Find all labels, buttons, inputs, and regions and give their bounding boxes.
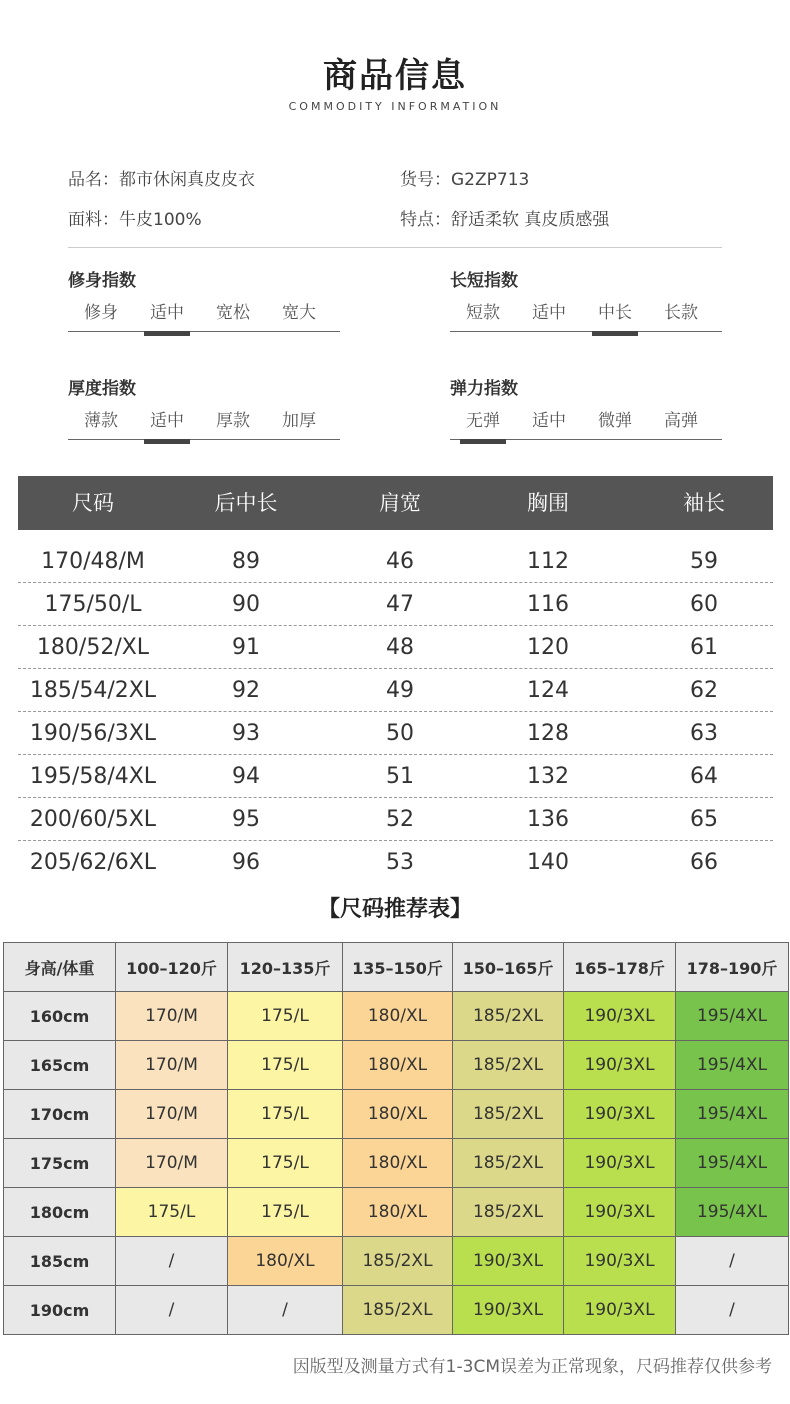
size-cell: 170/48/M [41, 549, 145, 574]
index-options [450, 408, 722, 440]
index-option: 宽大 [282, 303, 316, 323]
recommend-cell: 180/XL [343, 1188, 453, 1237]
size-cell: 59 [690, 549, 718, 574]
recommend-weight-header: 120–135斤 [228, 943, 343, 992]
size-row [18, 583, 773, 626]
size-cell: 93 [232, 721, 260, 746]
size-cell: 60 [690, 592, 718, 617]
info-divider [68, 247, 722, 248]
index-option: 加厚 [282, 411, 316, 431]
size-row [18, 841, 773, 884]
recommend-height-header: 160cm [4, 992, 116, 1041]
size-cell: 51 [386, 764, 414, 789]
index-option: 宽松 [216, 303, 250, 323]
recommend-cell: 175/L [228, 1090, 343, 1139]
info-features: 特点：舒适柔软 真皮质感强 [400, 210, 610, 230]
recommend-cell: 190/3XL [453, 1237, 564, 1286]
index-option: 短款 [466, 303, 500, 323]
recommend-row [4, 992, 789, 1041]
index-options [450, 300, 722, 332]
recommend-row [4, 1188, 789, 1237]
size-row [18, 798, 773, 841]
size-cell: 65 [690, 807, 718, 832]
info-item-no: 货号：G2ZP713 [400, 170, 530, 190]
size-cell: 95 [232, 807, 260, 832]
recommend-cell: 175/L [228, 992, 343, 1041]
size-cell: 195/58/4XL [29, 764, 157, 789]
recommend-cell: 180/XL [343, 1139, 453, 1188]
index-option: 薄款 [84, 411, 118, 431]
index-option: 无弹 [450, 408, 516, 439]
size-cell: 124 [527, 678, 569, 703]
recommend-cell: / [116, 1286, 228, 1335]
size-cell: 200/60/5XL [29, 807, 157, 832]
size-cell: 175/50/L [44, 592, 142, 617]
recommend-row [4, 1237, 789, 1286]
recommend-cell: 190/3XL [564, 1139, 676, 1188]
size-cell: 128 [527, 721, 569, 746]
index-block [450, 266, 722, 332]
recommend-cell: 180/XL [343, 992, 453, 1041]
recommend-cell: 190/3XL [564, 1237, 676, 1286]
recommend-cell: 195/4XL [676, 992, 789, 1041]
recommend-cell: 190/3XL [564, 1188, 676, 1237]
recommend-row [4, 1286, 789, 1335]
size-table-body [18, 540, 773, 884]
recommend-cell: 195/4XL [676, 1139, 789, 1188]
recommend-height-header: 180cm [4, 1188, 116, 1237]
recommend-weight-header: 135–150斤 [343, 943, 453, 992]
recommend-cell: 175/L [116, 1188, 228, 1237]
size-cell: 136 [527, 807, 569, 832]
recommend-header-row [4, 943, 789, 992]
page-subtitle: COMMODITY INFORMATION [288, 100, 502, 113]
size-row [18, 540, 773, 583]
recommend-cell: 195/4XL [676, 1090, 789, 1139]
size-cell: 132 [527, 764, 569, 789]
info-name: 品名：都市休闲真皮皮衣 [68, 170, 255, 190]
recommend-cell: 185/2XL [343, 1286, 453, 1335]
index-option: 修身 [84, 303, 118, 323]
recommend-cell: / [228, 1286, 343, 1335]
size-cell: 64 [690, 764, 718, 789]
size-cell: 48 [386, 635, 414, 660]
size-header-cell: 袖长 [683, 491, 725, 515]
size-row [18, 626, 773, 669]
recommend-cell: 180/XL [228, 1237, 343, 1286]
recommend-cell: 195/4XL [676, 1041, 789, 1090]
size-row [18, 669, 773, 712]
size-cell: 180/52/XL [36, 635, 150, 660]
recommend-height-header: 185cm [4, 1237, 116, 1286]
recommend-cell: 190/3XL [564, 1090, 676, 1139]
index-block [450, 374, 722, 440]
size-cell: 140 [527, 850, 569, 875]
page-title: 商品信息 [323, 56, 467, 96]
recommend-corner-cell: 身高/体重 [4, 943, 116, 992]
recommend-cell: 180/XL [343, 1041, 453, 1090]
recommend-cell: / [676, 1237, 789, 1286]
index-option: 高弹 [664, 411, 698, 431]
recommend-cell: 175/L [228, 1188, 343, 1237]
recommend-title: 【尺码推荐表】 [317, 897, 472, 922]
info-material: 面料：牛皮100% [68, 210, 202, 230]
size-row [18, 755, 773, 798]
index-title: 长短指数 [450, 271, 518, 291]
size-cell: 120 [527, 635, 569, 660]
recommend-cell: 190/3XL [564, 1041, 676, 1090]
size-cell: 90 [232, 592, 260, 617]
recommend-cell: 175/L [228, 1041, 343, 1090]
size-cell: 96 [232, 850, 260, 875]
recommend-cell: 180/XL [343, 1090, 453, 1139]
index-title: 弹力指数 [450, 379, 518, 399]
size-header-cell: 肩宽 [379, 491, 421, 515]
size-cell: 94 [232, 764, 260, 789]
size-cell: 89 [232, 549, 260, 574]
recommend-height-header: 170cm [4, 1090, 116, 1139]
size-cell: 92 [232, 678, 260, 703]
size-cell: 47 [386, 592, 414, 617]
recommend-cell: / [116, 1237, 228, 1286]
index-option: 适中 [134, 300, 200, 331]
recommend-cell: 190/3XL [564, 992, 676, 1041]
recommend-cell: 170/M [116, 1041, 228, 1090]
recommend-cell: 185/2XL [453, 1188, 564, 1237]
index-option: 适中 [532, 411, 566, 431]
size-cell: 62 [690, 678, 718, 703]
size-table-header [18, 476, 773, 530]
recommend-height-header: 175cm [4, 1139, 116, 1188]
index-option: 微弹 [598, 411, 632, 431]
recommend-cell: 190/3XL [453, 1286, 564, 1335]
size-cell: 205/62/6XL [29, 850, 157, 875]
size-cell: 91 [232, 635, 260, 660]
recommend-height-header: 190cm [4, 1286, 116, 1335]
size-cell: 185/54/2XL [29, 678, 157, 703]
size-cell: 63 [690, 721, 718, 746]
index-option: 中长 [582, 300, 648, 331]
size-header-cell: 尺码 [72, 491, 114, 515]
size-cell: 116 [527, 592, 569, 617]
recommend-cell: 170/M [116, 1090, 228, 1139]
size-cell: 66 [690, 850, 718, 875]
recommend-row [4, 1041, 789, 1090]
recommend-row [4, 1090, 789, 1139]
recommend-height-header: 165cm [4, 1041, 116, 1090]
recommend-cell: 185/2XL [453, 992, 564, 1041]
size-cell: 53 [386, 850, 414, 875]
index-title: 厚度指数 [68, 379, 136, 399]
recommend-cell: 170/M [116, 992, 228, 1041]
recommend-cell: 185/2XL [343, 1237, 453, 1286]
size-cell: 112 [527, 549, 569, 574]
size-cell: 46 [386, 549, 414, 574]
recommend-cell: 175/L [228, 1139, 343, 1188]
size-cell: 49 [386, 678, 414, 703]
size-header-cell: 后中长 [214, 491, 278, 515]
recommend-cell: 185/2XL [453, 1139, 564, 1188]
size-cell: 52 [386, 807, 414, 832]
index-option: 厚款 [216, 411, 250, 431]
size-cell: 190/56/3XL [29, 721, 157, 746]
size-cell: 50 [386, 721, 414, 746]
recommend-table [3, 942, 789, 1335]
recommend-cell: 195/4XL [676, 1188, 789, 1237]
recommend-weight-header: 178–190斤 [676, 943, 789, 992]
index-options [68, 408, 340, 440]
recommend-weight-header: 165–178斤 [564, 943, 676, 992]
index-options [68, 300, 340, 332]
recommend-cell: 185/2XL [453, 1090, 564, 1139]
size-cell: 61 [690, 635, 718, 660]
size-header-cell: 胸围 [527, 491, 569, 515]
footnote: 因版型及测量方式有1-3CM误差为正常现象，尺码推荐仅供参考 [292, 1357, 772, 1377]
recommend-row [4, 1139, 789, 1188]
index-option: 适中 [134, 408, 200, 439]
index-block [68, 374, 340, 440]
recommend-weight-header: 150–165斤 [453, 943, 564, 992]
recommend-cell: 190/3XL [564, 1286, 676, 1335]
recommend-cell: 170/M [116, 1139, 228, 1188]
index-title: 修身指数 [68, 271, 136, 291]
recommend-weight-header: 100–120斤 [116, 943, 228, 992]
index-option: 长款 [664, 303, 698, 323]
size-row [18, 712, 773, 755]
index-option: 适中 [532, 303, 566, 323]
index-block [68, 266, 340, 332]
recommend-cell: 185/2XL [453, 1041, 564, 1090]
recommend-cell: / [676, 1286, 789, 1335]
